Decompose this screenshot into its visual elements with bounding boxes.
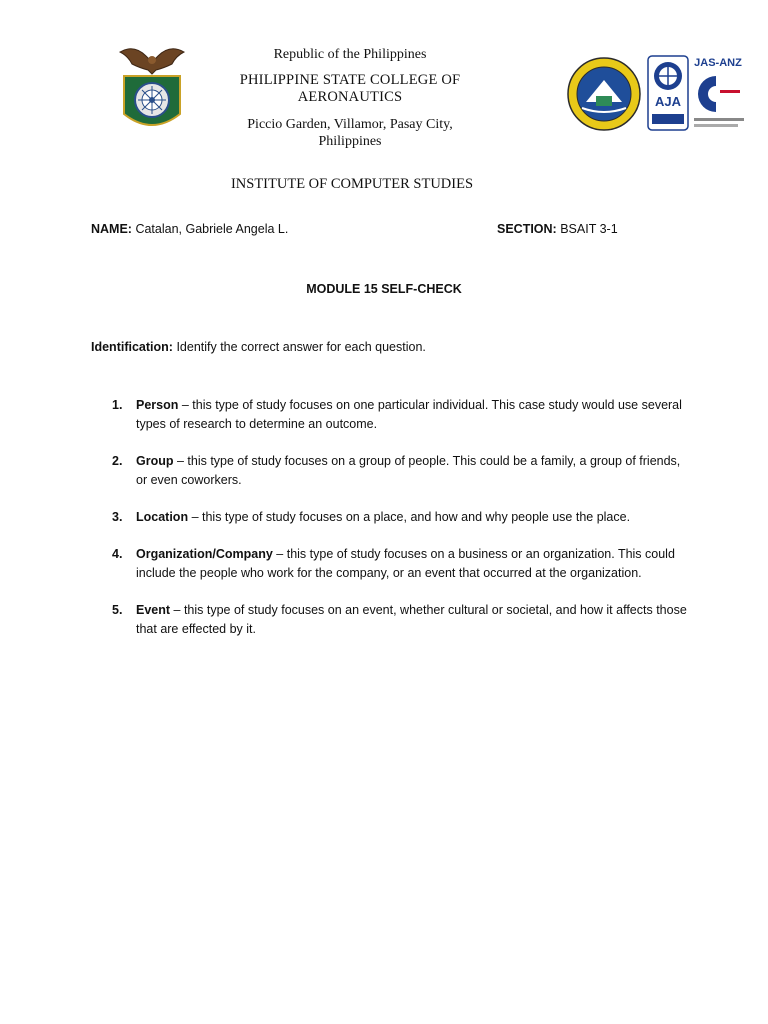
instructions bbox=[91, 338, 426, 357]
item-text: – this type of study focuses on a place, and how and why people use the place. bbox=[188, 510, 631, 524]
item-term: Person bbox=[136, 398, 179, 412]
section-value: BSAIT 3-1 bbox=[560, 222, 618, 236]
institute-title: INSTITUTE OF COMPUTER STUDIES bbox=[230, 176, 474, 192]
item-text: – this type of study focuses on an event, whether cultural or societal, and how it affects those that are effected by it. bbox=[136, 603, 687, 636]
college-name bbox=[200, 72, 500, 106]
republic-line: Republic of the Philippines bbox=[273, 47, 427, 62]
address-line2: Philippines bbox=[318, 134, 382, 149]
list-item bbox=[108, 508, 688, 527]
instructions-text: Identify the correct answer for each question. bbox=[176, 340, 426, 354]
college-name-line1: PHILIPPINE STATE COLLEGE OF bbox=[239, 72, 461, 88]
instructions-label: Identification: bbox=[91, 340, 173, 354]
item-number: 5. bbox=[112, 603, 123, 617]
item-term: Organization/Company bbox=[136, 547, 273, 561]
item-text: – this type of study focuses on a group of people. This could be a family, a group of friends, or even coworkers. bbox=[136, 454, 681, 487]
item-text: – this type of study focuses on a business or an organization. This could include the people who work for the company, or an event that occurred at the organization. bbox=[136, 547, 675, 580]
aja-jas-anz-cert-icon bbox=[646, 54, 746, 138]
college-seal-icon bbox=[566, 56, 642, 132]
address-line1: Piccio Garden, Villamor, Pasay City, bbox=[247, 117, 453, 132]
aja-label: AJA bbox=[654, 94, 682, 109]
college-address bbox=[200, 116, 500, 150]
student-section bbox=[497, 220, 618, 239]
section-label: SECTION: bbox=[497, 222, 557, 236]
item-number: 4. bbox=[112, 547, 123, 561]
list-item bbox=[108, 396, 688, 434]
item-number: 2. bbox=[112, 454, 123, 468]
item-term: Group bbox=[136, 454, 174, 468]
item-term: Event bbox=[136, 603, 171, 617]
question-list bbox=[108, 396, 688, 657]
student-name bbox=[91, 220, 288, 239]
item-number: 3. bbox=[112, 510, 123, 524]
name-label: NAME: bbox=[91, 222, 132, 236]
list-item bbox=[108, 545, 688, 583]
list-item bbox=[108, 452, 688, 490]
list-item bbox=[108, 601, 688, 639]
jas-anz-label: JAS-ANZ bbox=[694, 57, 742, 69]
item-term: Location bbox=[136, 510, 189, 524]
name-value: Catalan, Gabriele Angela L. bbox=[135, 222, 289, 236]
item-number: 1. bbox=[112, 398, 123, 412]
module-title: MODULE 15 SELF-CHECK bbox=[306, 282, 462, 296]
eagle-shield-logo-icon bbox=[116, 42, 188, 138]
item-text: – this type of study focuses on one particular individual. This case study would use several types of research to determine an outcome. bbox=[136, 398, 682, 431]
college-name-line2: AERONAUTICS bbox=[297, 89, 403, 105]
